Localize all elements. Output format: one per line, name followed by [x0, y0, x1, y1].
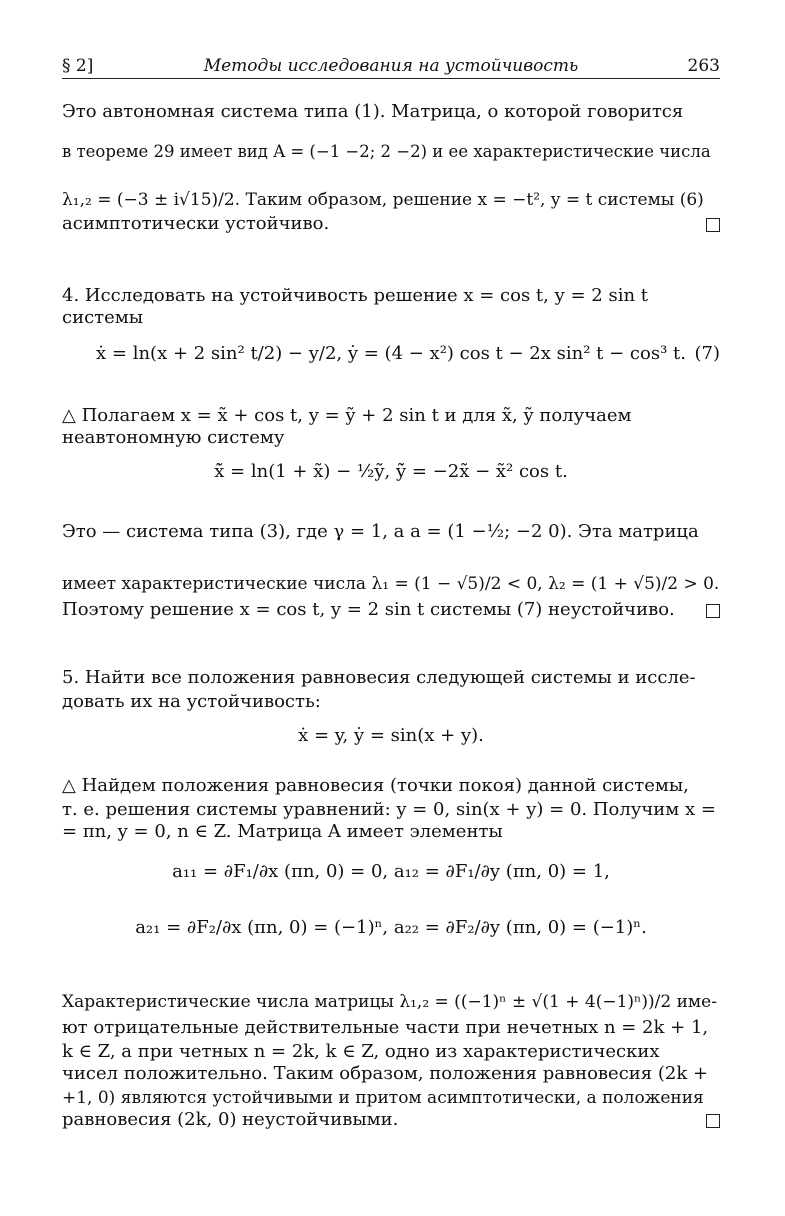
p1-line-4: асимптотически устойчиво.	[62, 213, 330, 234]
equation-nonautonomous: x̃̇ = ln(1 + x̃) − ½ỹ, ỹ̇ = −2x̃ − x̃² cos t.	[214, 461, 568, 482]
equation-7	[62, 340, 720, 368]
problem-4-line-1: 4. Исследовать на устойчивость решение x = cos t, y = 2 sin t	[62, 285, 649, 306]
matrix-elements-row-1: a₁₁ = ∂F₁/∂x (πn, 0) = 0, a₁₂ = ∂F₁/∂y (πn, 0) = 1,	[172, 861, 610, 882]
running-header	[62, 56, 720, 80]
solution-4-line-3: Это — система типа (3), где γ = 1, а a = (1 −½; −2 0). Эта матрица	[62, 521, 699, 542]
p1-line-1: Это автономная система типа (1). Матрица, о которой говорится	[62, 101, 684, 122]
solution-4-line-2: неавтономную систему	[62, 427, 285, 448]
matrix-elements-row-2: a₂₁ = ∂F₂/∂x (πn, 0) = (−1)ⁿ, a₂₂ = ∂F₂/∂y (πn, 0) = (−1)ⁿ.	[135, 917, 647, 938]
solution-5-line-2: т. е. решения системы уравнений: y = 0, sin(x + y) = 0. Получим x =	[62, 799, 716, 820]
problem-5-line-2: довать их на устойчивость:	[62, 691, 321, 712]
section-mark: § 2]	[62, 56, 94, 76]
solution-5-line-6: k ∈ Z, а при четных n = 2k, k ∈ Z, одно из характеристических	[62, 1041, 660, 1062]
qed-mark-2	[706, 604, 720, 618]
solution-5-line-8: +1, 0) являются устойчивыми и притом асимптотически, а положения	[62, 1088, 704, 1108]
solution-4-line-4: имеет характеристические числа λ₁ = (1 − √5)/2 < 0, λ₂ = (1 + √5)/2 > 0.	[62, 574, 720, 594]
equation-system-5: ẋ = y, ẏ = sin(x + y).	[298, 725, 484, 746]
solution-5-line-3: = πn, y = 0, n ∈ Z. Матрица A имеет элементы	[62, 821, 503, 842]
equation-7-number: (7)	[694, 343, 720, 364]
solution-5-line-4: Характеристические числа матрицы λ₁,₂ = ((−1)ⁿ ± √(1 + 4(−1)ⁿ))/2 име-	[62, 992, 717, 1012]
problem-5-line-1: 5. Найти все положения равновесия следующей системы и иссле-	[62, 667, 696, 688]
p1-line-2: в теореме 29 имеет вид A = (−1 −2; 2 −2) и ее характеристические числа	[62, 142, 711, 161]
equation-7-body: ẋ = ln(x + 2 sin² t/2) − y/2, ẏ = (4 − x²) cos t − 2x sin² t − cos³ t.	[96, 343, 686, 364]
qed-mark-1	[706, 218, 720, 232]
solution-4-line-1: △ Полагаем x = x̃ + cos t, y = ỹ + 2 sin t и для x̃, ỹ получаем	[62, 405, 632, 426]
solution-5-line-9: равновесия (2k, 0) неустойчивыми.	[62, 1109, 399, 1130]
solution-5-line-7: чисел положительно. Таким образом, положения равновесия (2k +	[62, 1063, 709, 1084]
problem-4-line-2: системы	[62, 307, 144, 328]
page-number: 263	[687, 56, 720, 76]
qed-mark-3	[706, 1114, 720, 1128]
p1-line-3: λ₁,₂ = (−3 ± i√15)/2. Таким образом, решение x = −t², y = t системы (6)	[62, 190, 704, 210]
solution-4-line-5: Поэтому решение x = cos t, y = 2 sin t системы (7) неустойчиво.	[62, 599, 675, 620]
solution-5-line-5: ют отрицательные действительные части при нечетных n = 2k + 1,	[62, 1017, 709, 1038]
running-title: Методы исследования на устойчивость	[203, 56, 579, 76]
solution-5-line-1: △ Найдем положения равновесия (точки покоя) данной системы,	[62, 775, 689, 796]
header-rule	[62, 78, 720, 79]
